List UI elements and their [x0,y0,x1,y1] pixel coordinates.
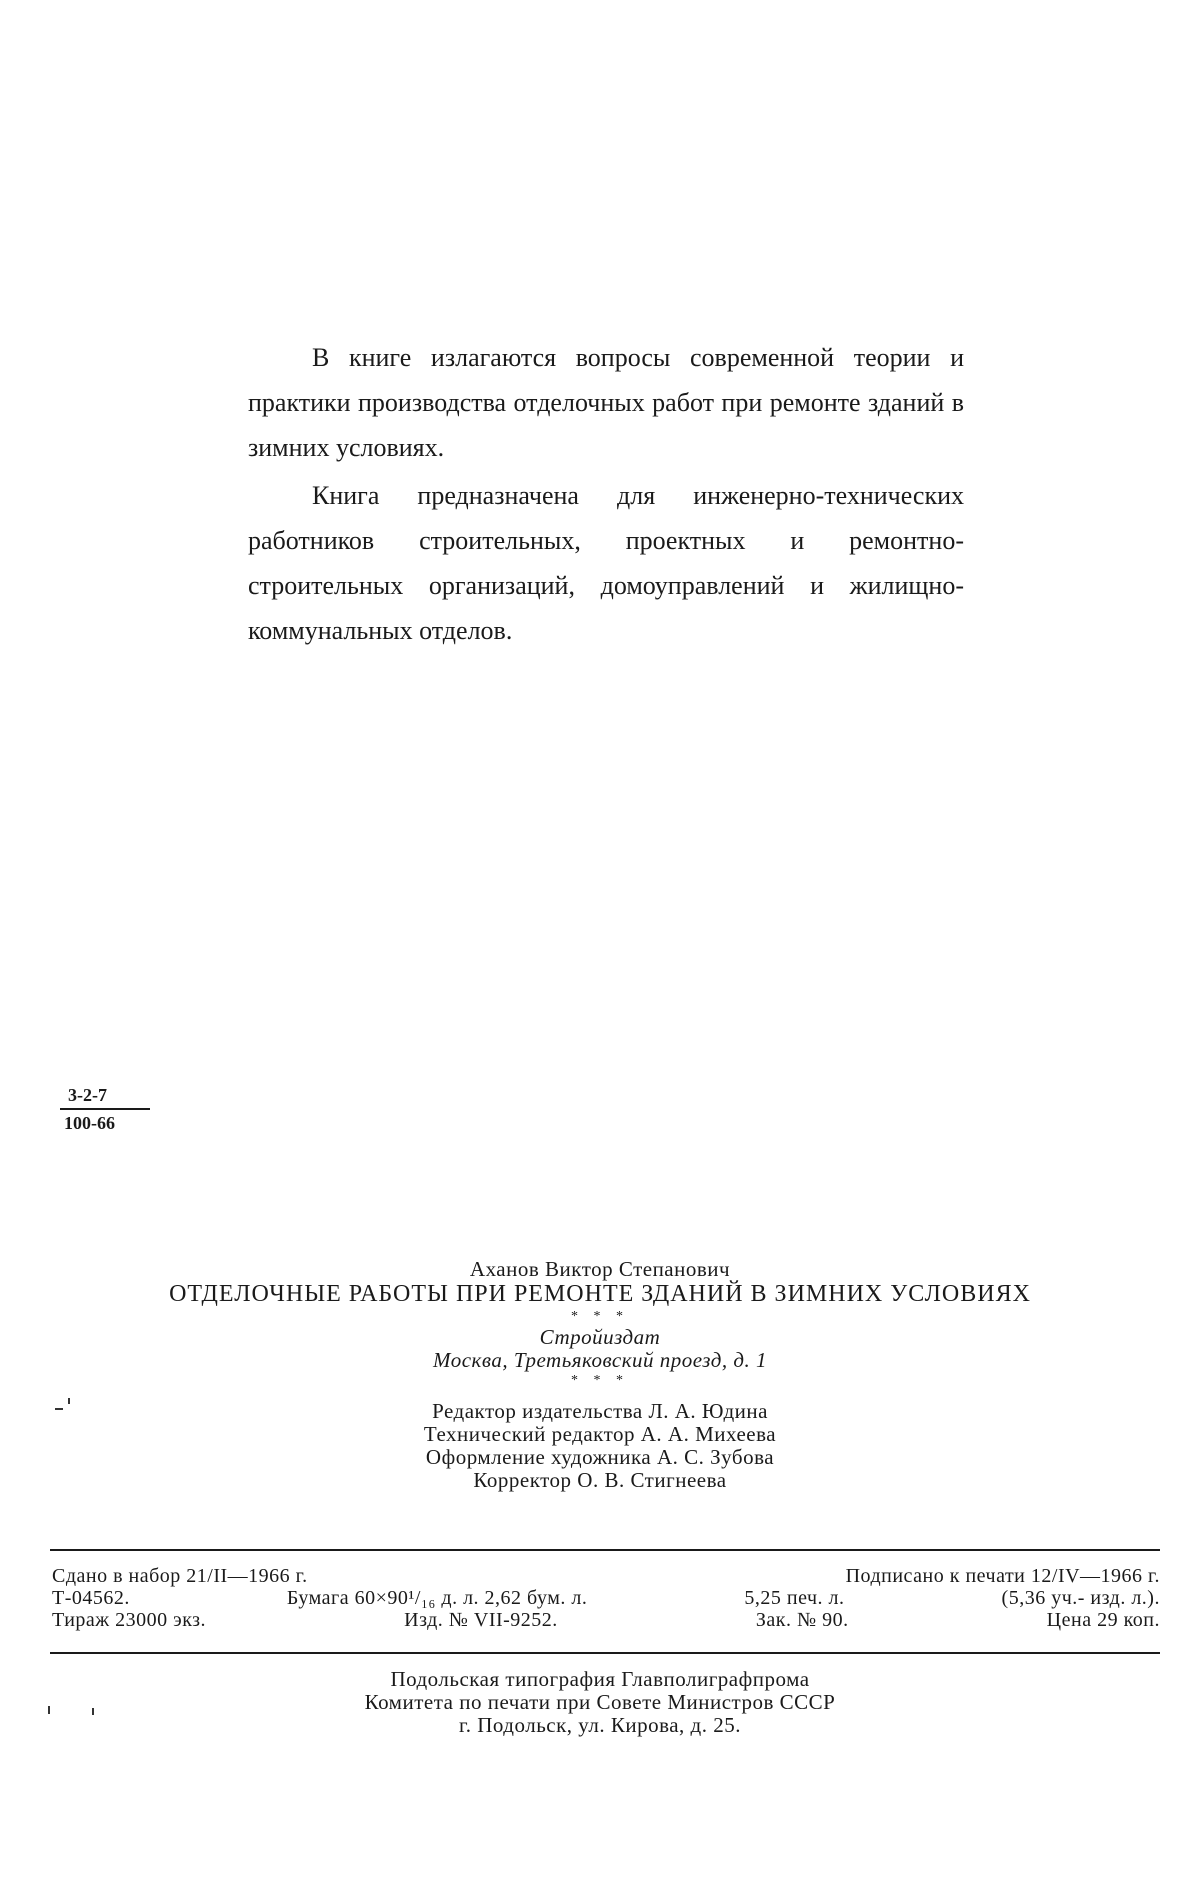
divider-rule [50,1549,1160,1551]
scan-speck [48,1706,50,1714]
publisher-sheets: (5,36 уч.- изд. л.). [1001,1587,1160,1609]
credit-tech-editor: Технический редактор А. А. Михеева [423,1422,777,1446]
separator-stars: * * * [571,1309,629,1324]
separator-stars: * * * [571,1373,629,1388]
classification-index [60,1083,150,1135]
scan-speck [92,1708,94,1715]
permit-number: Т-04562. [52,1587,130,1609]
print-data-row [52,1565,1160,1587]
credit-proofreader: Корректор О. В. Стигнеева [473,1468,727,1492]
scan-speck [68,1398,70,1404]
colophon [40,1258,1160,1492]
print-data-row [52,1587,1160,1609]
printer-committee: Комитета по печати при Совете Министров СССР [364,1690,836,1714]
typesetting-date: Сдано в набор 21/II—1966 г. [52,1565,308,1587]
printer-address: г. Подольск, ул. Кирова, д. 25. [459,1713,741,1737]
book-title: ОТДЕЛОЧНЫЕ РАБОТЫ ПРИ РЕМОНТЕ ЗДАНИЙ В ЗИМНИХ УСЛОВИЯХ [169,1281,1031,1307]
classification-denominator: 100-66 [64,1113,115,1133]
credit-editor: Редактор издательства Л. А. Юдина [432,1399,768,1423]
author-name: Аханов Виктор Степанович [469,1257,731,1281]
order-number: Зак. № 90. [755,1609,849,1631]
print-data-row [52,1609,1160,1631]
scan-speck [55,1408,63,1410]
publication-number: Изд. № VII-9252. [404,1609,558,1631]
publisher-address: Москва, Третьяковский проезд, д. 1 [433,1348,767,1372]
print-data [52,1565,1160,1631]
paper-format: Бумага 60×90¹/₁₆ д. л. 2,62 бум. л. [286,1587,588,1609]
printer-info [40,1668,1160,1737]
print-run: Тираж 23000 экз. [52,1609,207,1631]
book-abstract [248,335,964,653]
price: Цена 29 коп. [1046,1609,1160,1631]
printer-name: Подольская типография Главполиграфпрома [390,1667,810,1691]
classification-numerator: 3-2-7 [60,1083,150,1110]
abstract-paragraph: Книга предназначена для инженерно-технических работников строительных, проектных и ремонтно-строительных организаций, домоуправлений и жилищно-коммунальных отделов. [248,481,964,645]
abstract-paragraph: В книге излагаются вопросы современной теории и практики производства отделочных работ при ремонте зданий в зимних условиях. [248,343,964,462]
credit-design: Оформление художника А. С. Зубова [425,1445,775,1469]
signed-to-print-date: Подписано к печати 12/IV—1966 г. [845,1565,1160,1587]
credits [40,1400,1160,1492]
publisher-name: Стройиздат [539,1325,661,1349]
printed-sheets: 5,25 печ. л. [744,1587,845,1609]
divider-rule [50,1652,1160,1654]
